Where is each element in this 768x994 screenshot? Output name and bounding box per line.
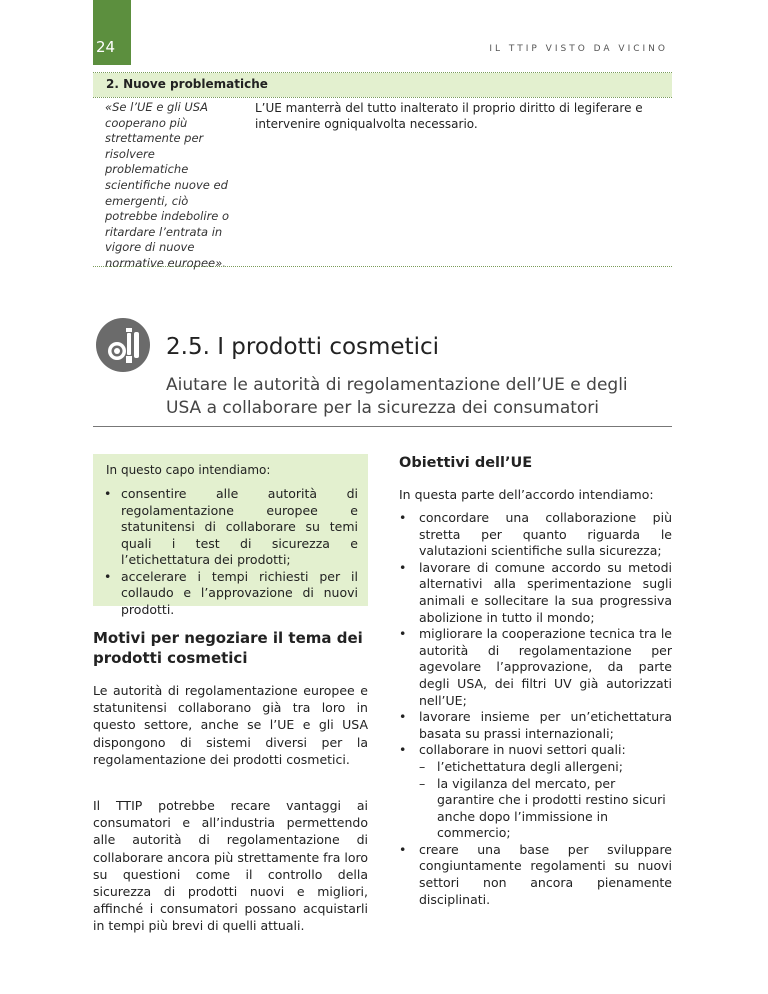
divider-under-title (93, 97, 672, 98)
list-item: • accelerare i tempi richiesti per il collaudo e l’approvazione di nuovi prodotti. (104, 569, 358, 619)
nuove-problematiche-title: 2. Nuove problematiche (106, 77, 268, 91)
list-item: • migliorare la cooperazione tecnica tra le autorità di regolamentazione per agevolare l’approvazione, da parte degli USA, dei filtri UV già autorizzati nell’UE; (399, 626, 672, 709)
list-item: • lavorare insieme per un’etichettatura basata su prassi internazionali; (399, 709, 672, 742)
sub-list (419, 759, 672, 842)
sub-list-item: – la vigilanza del mercato, per garantire che i prodotti restino sicuri anche dopo l’immissione in commercio; (419, 776, 672, 842)
concern-quote: «Se l’UE e gli USA cooperano più strettamente per risolvere problematiche scientifiche nuove ed emergenti, ciò potrebbe indebolire o ritardare l’entrata in vigore di nuove normative europee». (105, 100, 230, 270)
motivi-heading: Motivi per negoziare il tema dei prodotti cosmetici (93, 629, 363, 667)
motivi-paragraph-2: Il TTIP potrebbe recare vantaggi ai consumatori e all’industria permettendo alle autorità di regolamentazione di collaborare ancora più strettamente fra loro su questioni come il controllo della sicurezza di prodotti nuovi e migliori, affinché i consumatori possano acquistarli in tempi più brevi di quelli attuali. (93, 798, 368, 934)
page-number: 24 (96, 38, 116, 56)
list-item: • lavorare di comune accordo su metodi alternativi alla sperimentazione sugli animali e sollecitare la sua progressiva abolizione in tutto il mondo; (399, 560, 672, 626)
cosmetics-icon (96, 318, 150, 372)
obiettivi-intro: In questa parte dell’accordo intendiamo: (399, 487, 654, 502)
concern-reply: L’UE manterrà del tutto inalterato il proprio diritto di legiferare e intervenire ogniqualvolta necessario. (255, 101, 643, 131)
section-rule (93, 426, 672, 427)
section-subtitle: Aiutare le autorità di regolamentazione dell’UE e degli USA a collaborare per la sicurezza dei consumatori (166, 375, 628, 418)
obiettivi-heading: Obiettivi dell’UE (399, 455, 533, 471)
divider-bottom (93, 266, 672, 267)
list-item: • concordare una collaborazione più stretta per quanto riguarda le valutazioni scientifiche sulla sicurezza; (399, 510, 672, 560)
section-title: 2.5. I prodotti cosmetici (166, 334, 440, 360)
running-head: IL TTIP VISTO DA VICINO (489, 44, 668, 54)
intent-list (104, 486, 358, 618)
list-item: • consentire alle autorità di regolamentazione europee e statunitensi di collaborare su temi quali i test di sicurezza e l’etichettatura dei prodotti; (104, 486, 358, 569)
list-item-with-sublist (399, 742, 672, 842)
sub-list-item: – l’etichettatura degli allergeni; (419, 759, 672, 776)
obiettivi-list (399, 510, 672, 908)
motivi-paragraph-1: Le autorità di regolamentazione europee e statunitensi collaborano già tra loro in questo settore, anche se l’UE e gli USA dispongono di sistemi diversi per la regolamentazione dei prodotti cosmetici. (93, 683, 368, 767)
intent-box-intro: In questo capo intendiamo: (106, 463, 271, 477)
list-item: • creare una base per sviluppare congiuntamente regolamenti su nuovi settori non ancora pienamente disciplinati. (399, 842, 672, 908)
list-item-text: collaborare in nuovi settori quali: (419, 742, 626, 758)
